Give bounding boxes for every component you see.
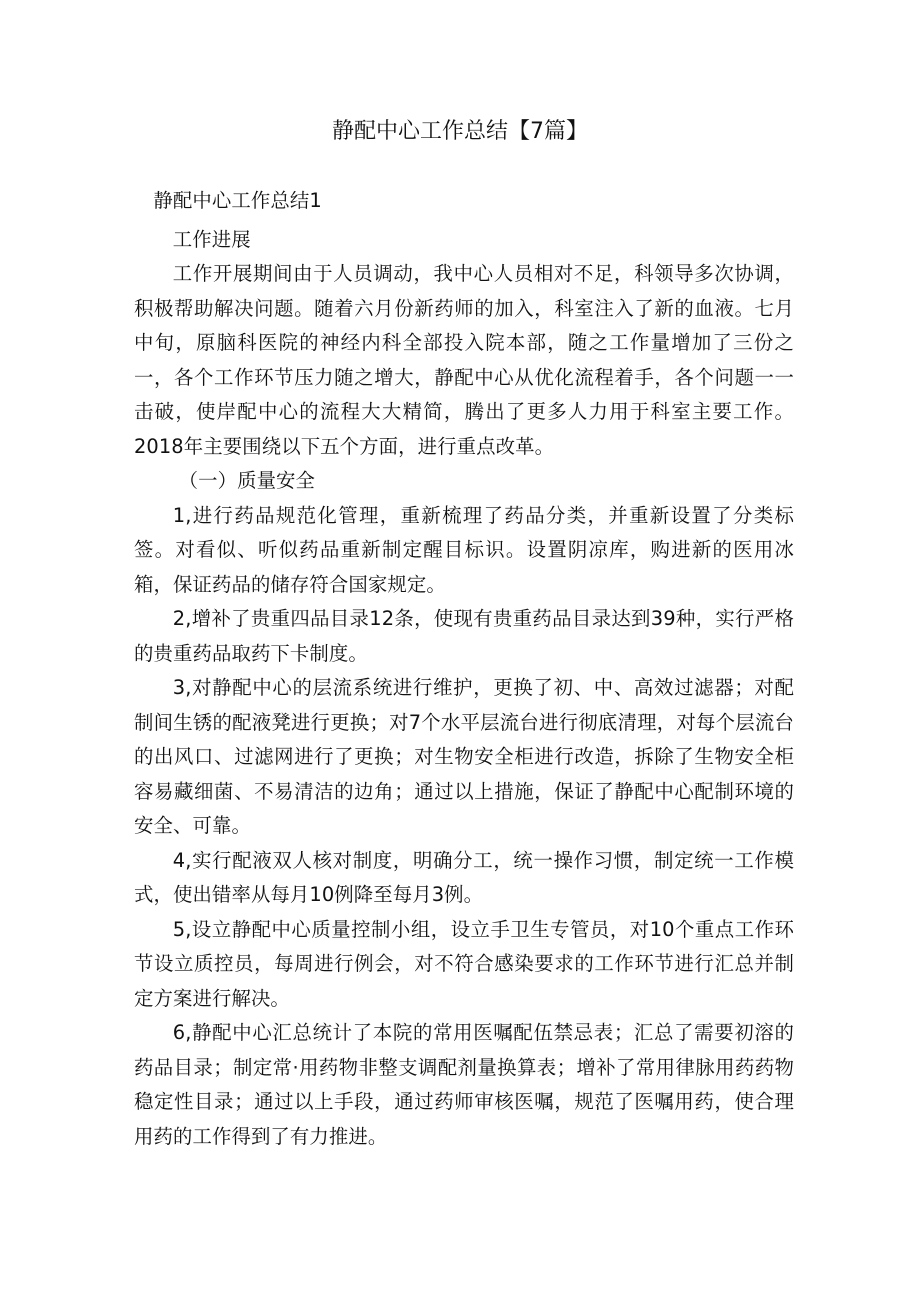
section-heading: 工作进展 bbox=[172, 227, 251, 251]
list-item: 1,进行药品规范化管理，重新梳理了药品分类，并重新设置了分类标签。对看似、听似药品重新制定醒目标识。设置阴凉库，购进新的医用冰箱，保证药品的储存符合国家规定。 bbox=[134, 503, 794, 596]
document-body bbox=[134, 184, 794, 1154]
list-item: 5,设立静配中心质量控制小组，设立手卫生专管员，对10个重点工作环节设立质控员，每周进行例会，对不符合感染要求的工作环节进行汇总并制定方案进行解决。 bbox=[134, 917, 794, 1010]
subtitle: 静配中心工作总结1 bbox=[153, 189, 322, 212]
list-item: 3,对静配中心的层流系统进行维护，更换了初、中、高效过滤器；对配制间生锈的配液凳进行更换；对7个水平层流台进行彻底清理，对每个层流台的出风口、过滤网进行了更换；对生物安全柜进行改造，拆除了生物安全柜容易藏细菌、不易清洁的边角；通过以上措施，保证了静配中心配制环境的安全、可靠。 bbox=[134, 676, 794, 837]
list-item: 2,增补了贵重四品目录12条，使现有贵重药品目录达到39种，实行严格的贵重药品取药下卡制度。 bbox=[134, 607, 794, 665]
document-title: 静配中心工作总结【7篇】 bbox=[332, 119, 588, 144]
subsection-heading: （一）质量安全 bbox=[178, 469, 316, 492]
list-item: 4,实行配液双人核对制度，明确分工，统一操作习惯，制定统一工作模式，使出错率从每月10例降至每月3例。 bbox=[134, 848, 794, 906]
list-item: 6,静配中心汇总统计了本院的常用医嘱配伍禁忌表；汇总了需要初溶的药品目录；制定常·用药物非整支调配剂量换算表；增补了常用律脉用药药物稳定性目录；通过以上手段，通过药师审核医嘱，规范了医嘱用药，使合理用药的工作得到了有力推进。 bbox=[134, 1021, 794, 1148]
paragraph: 工作开展期间由于人员调动，我中心人员相对不足，科领导多次协调，积极帮助解决问题。随着六月份新药师的加入，科室注入了新的血液。七月中旬，原脑科医院的神经内科全部投入院本部，随之工作量增加了三份之一，各个工作环节压力随之增大，静配中心从优化流程着手，各个问题一一击破，使岸配中心的流程大大精简，腾出了更多人力用于科室主要工作。2018年主要围绕以下五个方面，进行重点改革。 bbox=[134, 262, 794, 458]
